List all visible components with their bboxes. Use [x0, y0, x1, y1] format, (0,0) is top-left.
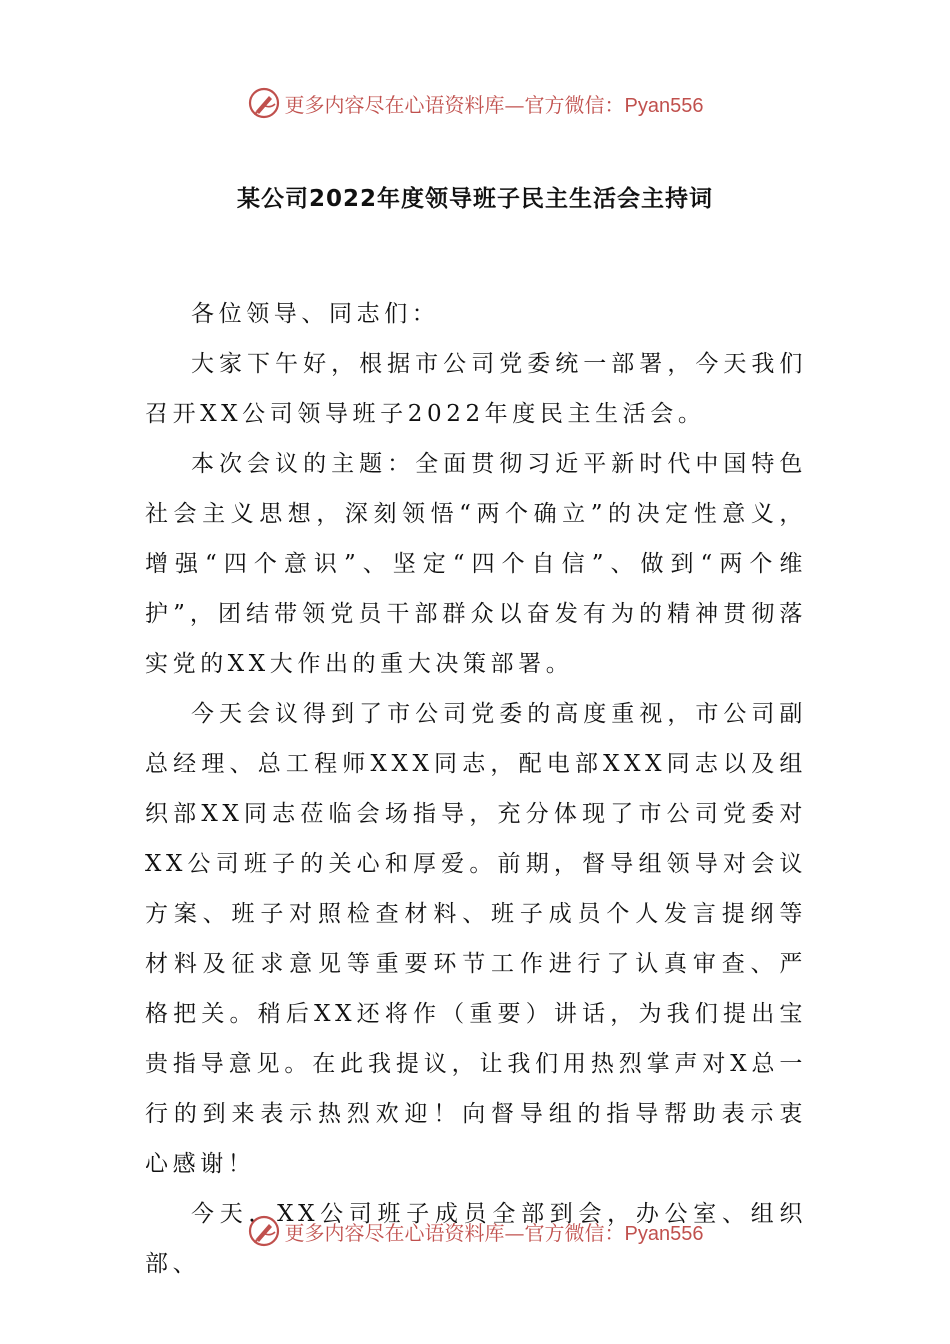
- header-watermark: [0, 83, 950, 123]
- watermark-contact: Pyan556: [624, 94, 704, 117]
- footer-watermark: [0, 1211, 950, 1251]
- pen-logo-icon: [247, 86, 281, 120]
- paragraph-theme: 本次会议的主题：全面贯彻习近平新时代中国特色社会主义思想，深刻领悟“两个确立”的决定性意义，增强“四个意识”、坚定“四个自信”、做到“两个维护”，团结带领党员干部群众以奋发有为的精神贯彻落实党的XX大作出的重大决策部署。: [145, 451, 807, 677]
- document-body: [145, 289, 807, 1289]
- paragraph-greeting: 各位领导、同志们：: [191, 301, 440, 327]
- paragraph-attendance-members: 今天，XX公司班子成员全部到会，办公室、组织部、: [145, 1201, 807, 1277]
- paragraph-attendance-leaders: 今天会议得到了市公司党委的高度重视，市公司副总经理、总工程师XXX同志，配电部XXX同志以及组织部XX同志莅临会场指导，充分体现了市公司党委对XX公司班子的关心和厚爱。前期，督导组领导对会议方案、班子对照检查材料、班子成员个人发言提纲等材料及征求意见等重要环节工作进行了认真审查、严格把关。稍后XX还将作（重要）讲话，为我们提出宝贵指导意见。在此我提议，让我们用热烈掌声对X总一行的到来表示热烈欢迎！向督导组的指导帮助表示衷心感谢！: [145, 701, 807, 1177]
- document-title: 某公司2022年度领导班子民主生活会主持词: [236, 186, 713, 212]
- pen-logo-icon: [247, 1214, 281, 1248]
- watermark-contact: Pyan556: [624, 1222, 704, 1245]
- watermark-text: 更多内容尽在心语资料库—官方微信：Pyan556: [284, 1220, 704, 1245]
- paragraph-opening: 大家下午好，根据市公司党委统一部署，今天我们召开XX公司领导班子2022年度民主生活会。: [145, 351, 807, 427]
- watermark-text: 更多内容尽在心语资料库—官方微信：Pyan556: [284, 92, 704, 117]
